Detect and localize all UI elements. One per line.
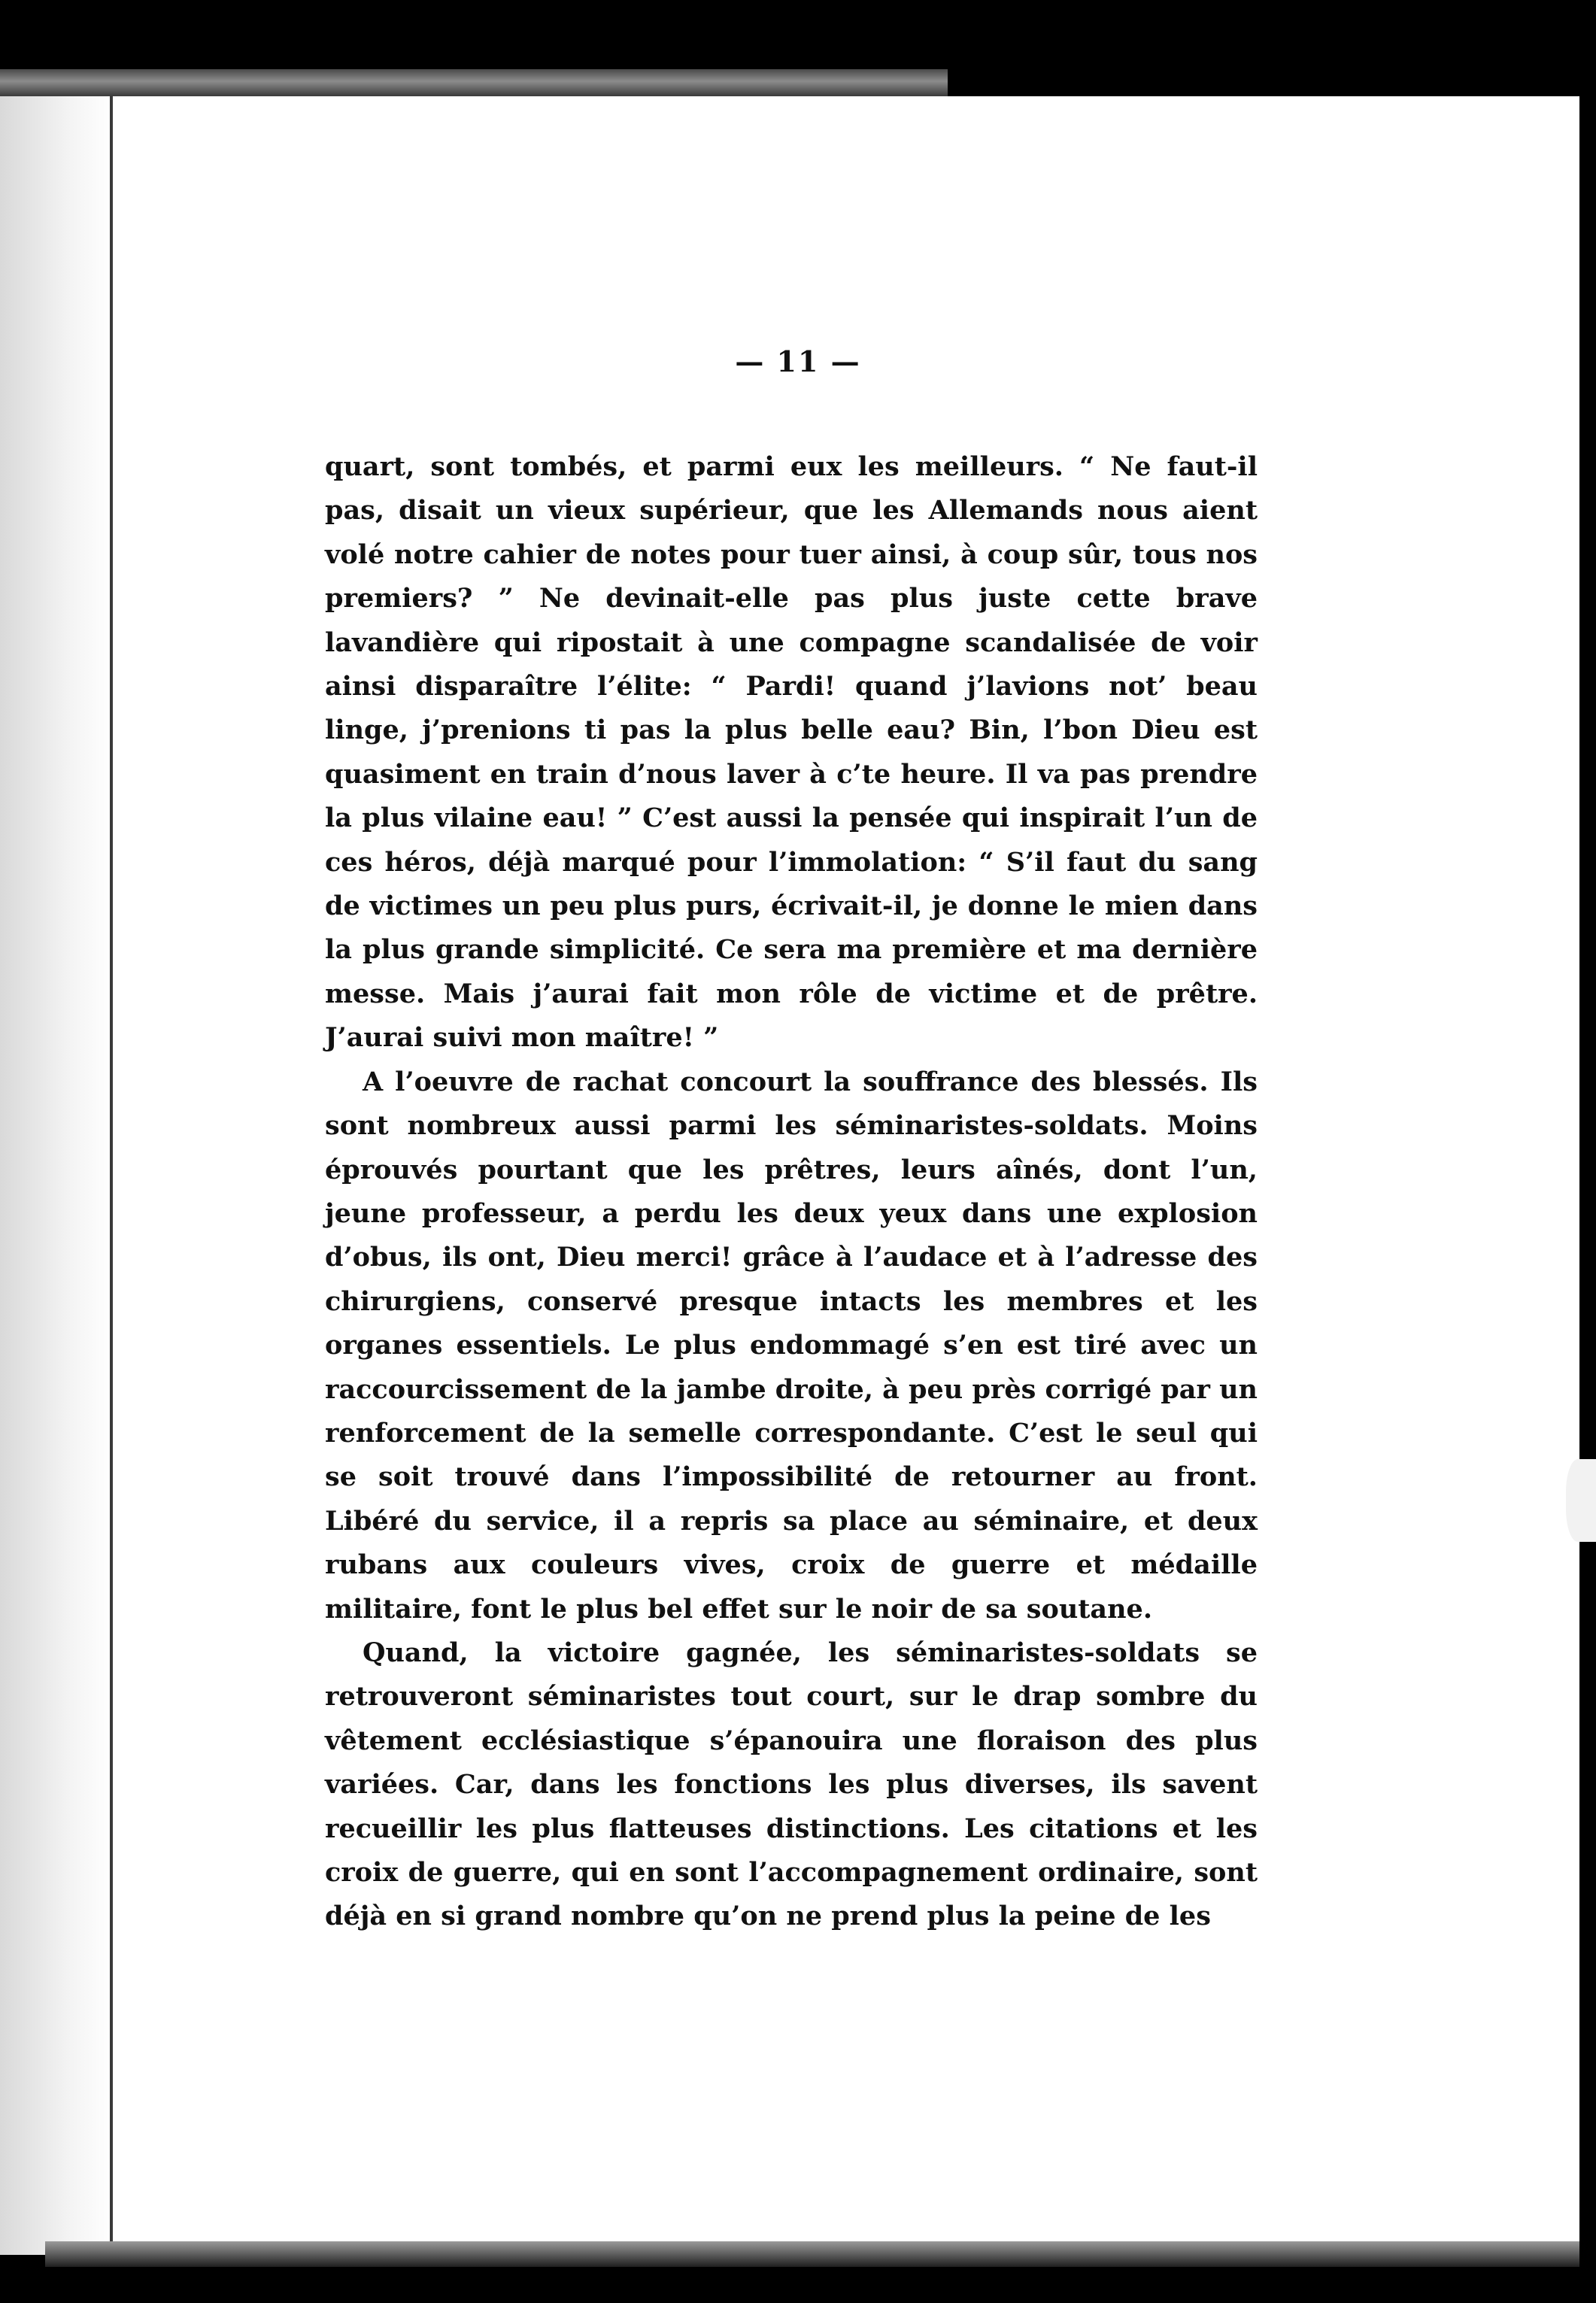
page-number: — 11 — bbox=[735, 344, 861, 378]
scan-top-edge bbox=[0, 69, 948, 99]
scan-left-margin bbox=[0, 96, 113, 2255]
paragraph-3: Quand, la victoire gagnée, les séminaristes-soldats se retrouveront séminaristes tout court, sur le drap sombre du vêtement ecclésiastique s’épanouira une floraison des plus variées. Car, dans les fonctions les plus diverses, ils savent recueillir les plus flatteuses distinctions. Les citations et les croix de guerre, qui en sont l’accompagnement ordinaire, sont déjà en si grand nombre qu’on ne prend plus la peine de les bbox=[325, 1637, 1258, 1932]
body-text bbox=[325, 445, 1258, 1939]
paragraph-1: quart, sont tombés, et parmi eux les meilleurs. “ Ne faut-il pas, disait un vieux supérieur, que les Allemands nous aient volé notre cahier de notes pour tuer ainsi, à coup sûr, tous nos premiers? ” Ne devinait-elle pas plus juste cette brave lavandière qui ripostait à une compagne scandalisée de voir ainsi disparaître l’élite: “ Pardi! quand j’lavions not’ beau linge, j’prenions ti pas la plus belle eau? Bin, l’bon Dieu est quasiment en train d’nous laver à c’te heure. Il va pas prendre la plus vilaine eau! ” C’est aussi la pensée qui inspirait l’un de ces héros, déjà marqué pour l’immolation: “ S’il faut du sang de victimes un peu plus purs, écrivait-il, je donne le mien dans la plus grande simplicité. Ce sera ma première et ma dernière messe. Mais j’aurai fait mon rôle de victime et de prêtre. J’aurai suivi mon maître! ” bbox=[325, 451, 1258, 1054]
scan-bottom-edge bbox=[45, 2241, 1579, 2267]
binding-gutter bbox=[110, 96, 113, 2255]
paper-blot bbox=[1566, 1459, 1596, 1542]
paragraph-2: A l’oeuvre de rachat concourt la souffrance des blessés. Ils sont nombreux aussi parmi les séminaristes-soldats. Moins éprouvés pourtant que les prêtres, leurs aînés, dont l’un, jeune professeur, a perdu les deux yeux dans une explosion d’obus, ils ont, Dieu merci! grâce à l’audace et à l’adresse des chirurgiens, conservé presque intacts les membres et les organes essentiels. Le plus endommagé s’en est tiré avec un raccourcissement de la jambe droite, à peu près corrigé par un renforcement de la semelle correspondante. C’est le seul qui se soit trouvé dans l’impossibilité de retourner au front. Libéré du service, il a repris sa place au séminaire, et deux rubans aux couleurs vives, croix de guerre et médaille militaire, font le plus bel effet sur le noir de sa soutane. bbox=[325, 1066, 1258, 1625]
